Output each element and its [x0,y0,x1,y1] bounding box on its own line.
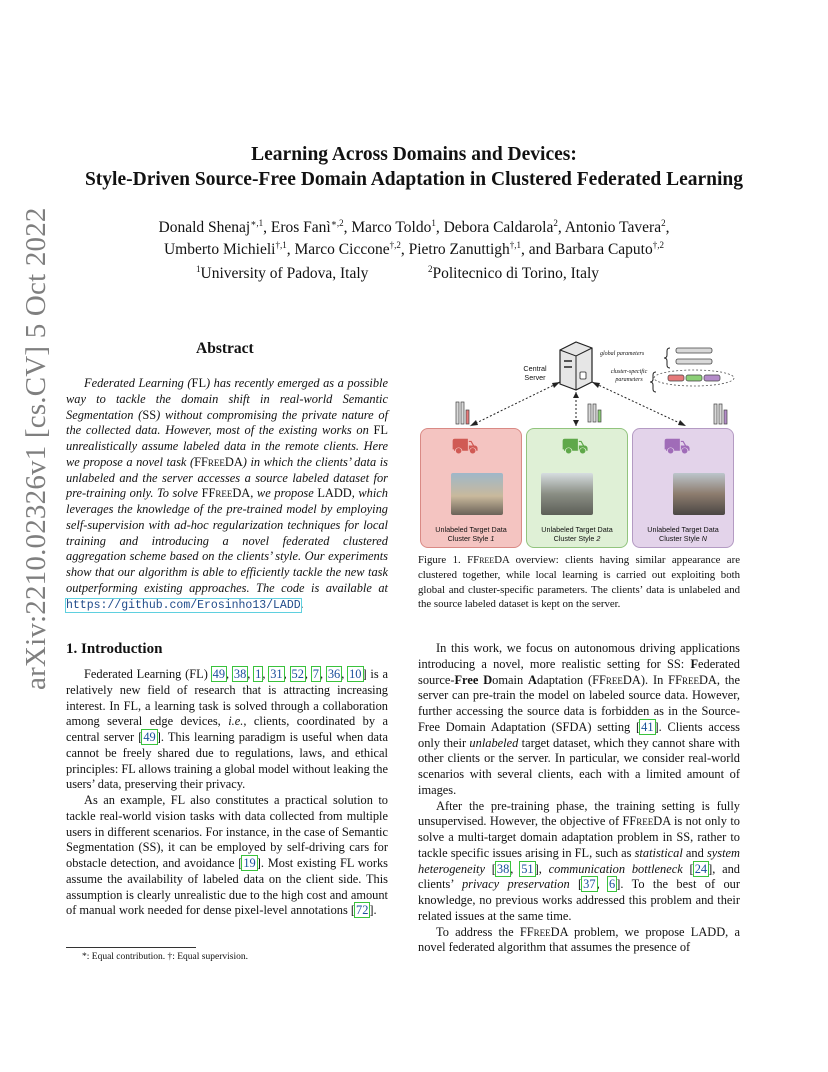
abstract-heading: Abstract [196,340,254,357]
client-cluster-panel-n [632,428,734,548]
global-parameters-label: global parameters [600,351,645,357]
citation-link[interactable]: 31 [270,667,283,681]
footnote: *: Equal contribution. †: Equal supervision. [82,952,248,962]
arxiv-identifier: arXiv:2210.02326v1 [cs.CV] 5 Oct 2022 [20,207,52,690]
introduction-heading: 1. Introduction [66,641,163,657]
citation-link[interactable]: 51 [521,861,534,876]
street-photo [451,473,503,515]
introduction-text-right: In this work, we focus on autonomous driving applications introducing a novel, more realistic setting for SS: Federated source-Free Domain Adaptation (FFreeDA). In FFreeDA, the server can pre-train the model on labeled source data. However, further accessing the source data is forbidden as in the Source-Free Domain Adaptation (SFDA) setting [41]. Clients access only their unlabeled target dataset, which they cannot share with other clients or the server. In particular, we consider real-world scenarios with several clients, each with a limited amount of images. After the pre-training phase, the training setting is fully unsupervised. However, the objective of FFreeDA is not only to solve a multi-target domain adaptation problem in SS, rather to tackle specific issues arising in FL, such as statistical and system heterogeneity [38, 51], communication bottleneck [24], and clients’ privacy preservation [37, 6]. To the best of our knowledge, no previous works addressed this problem and their related issues at the same time. To address the FFreeDA problem, we propose LADD, a novel federated algorithm that assumes the presence of [418,641,740,955]
author-list-line-1: Donald Shenaj$^{∗,1}$, Eros Fanì$^{∗,2}$, Marco Toldo$^1$, Debora Caldarola$^2$, Antonio Tavera$^2$, [158,217,670,236]
affiliation-torino: $^2$Politecnico di Torino, Italy [428,263,600,282]
abstract-text: Federated Learning (FL) has recently emerged as a possible way to tackle the domain shift in real-world Semantic Segmentation (SS) without compromising the private nature of the collected data. However, most of the existing works on FL unrealistically assume labeled data in the remote clients. Here we propose a novel task (FFreeDA) in which the clients’ data is unlabeled and the server accesses a source labeled dataset for pre-training only. To solve FFreeDA, we propose LADD, which leverages the knowledge of the pre-trained model by employing self-supervision with ad-hoc regularization techniques for local training and introducing a novel federated clustered aggregation scheme based on the clients’ style. Our experiments show that our algorithm is able to efficiently tackle the new task outperforming existing approaches. The code is available at https://github.com/Erosinho13/LADD. [66,376,389,612]
citation-link[interactable]: 36 [327,667,341,681]
author-list-line-2: Umberto Michieli$^{\dagger,1}$, Marco Ciccone$^{\dagger,2}$, Pietro Zanuttigh$^{\dagger,1}$, and Barbara Caputo$^{\dagger,2}$ [163,239,664,258]
paper-title-line-1: Learning Across Domains and Devices: [251,144,577,165]
citation-link[interactable]: 72 [356,903,369,918]
citation-link[interactable]: 41 [641,719,654,734]
panel-label: Unlabeled Target Data Cluster Style 1 [435,525,507,543]
citation-link[interactable]: 24 [694,861,708,876]
client-cluster-panel-1 [420,428,522,548]
client-cluster-panel-2 [526,428,628,548]
citation-link[interactable]: 49 [143,730,156,744]
citation-link[interactable]: 52 [291,667,304,681]
citation-link[interactable]: 10 [349,667,362,681]
figure-1-overview [418,338,740,548]
panel-label: Unlabeled Target Data Cluster Style 2 [541,525,613,543]
panel-label: Unlabeled Target Data Cluster Style N [647,525,719,543]
citation-link[interactable]: 6 [609,877,616,892]
cluster-parameters-icon [650,370,734,392]
server-icon [560,342,592,390]
code-repository-link[interactable]: https://github.com/Erosinho13/LADD [66,598,301,612]
citation-link[interactable]: 38 [496,861,510,876]
street-photo [673,473,725,515]
citation-link[interactable]: 38 [233,667,247,681]
model-weights-icons [456,402,727,424]
car-icon: ⛟ [451,433,479,458]
car-icon: ⛟ [663,433,691,458]
affiliation-padova: $^1$University of Padova, Italy [196,263,369,282]
car-icon: ⛟ [561,433,589,458]
introduction-text-left: Federated Learning (FL) 49, 38, 1, 31, 52, 7, 36, 10] is a relatively new field of research that is attracting increasing interest. In FL, a learning task is solved through a collaboration among several edge devices, i.e., clients, coordinated by a central server [49]. This learning paradigm is useful when data cannot be freely shared due to regulations, laws, and ethical principles: FL allows training a global model without leaking the users’ data, preserving their privacy. As an example, FL also constitutes a practical solution to tackle real-world vision tasks with data collected from multiple users in different scenarios. For instance, in the case of Semantic Segmentation (SS), it can be employed by self-driving cars for obstacle detection, and avoidance [19]. Most existing FL works assume the availability of labeled data on the client side. This assumption is clearly unrealistic due to the high cost and amount of manual work needed for dense pixel-level annotations [72]. [66,667,389,918]
global-parameters-icon [664,348,712,368]
footnote-separator [66,947,196,948]
citation-link[interactable]: 7 [312,667,319,681]
figure-1-caption: Figure 1. FFreeDA overview: clients having similar appearance are clustered together, while local learning is carried out exploiting both global and cluster-specific parameters. The clients’ data is unlabeled and the source labeled dataset is kept on the server. [418,554,740,611]
street-photo [541,473,593,515]
citation-link[interactable]: 19 [243,856,256,870]
paper-title-line-2: Style-Driven Source-Free Domain Adaptation in Clustered Federated Learning [84,169,744,190]
citation-link[interactable]: 37 [583,877,596,892]
citation-link[interactable]: 49 [212,667,226,681]
cluster-parameters-label: cluster-specific parameters [610,369,648,383]
central-server-label: Central Server [523,364,547,382]
citation-link[interactable]: 1 [255,667,262,681]
